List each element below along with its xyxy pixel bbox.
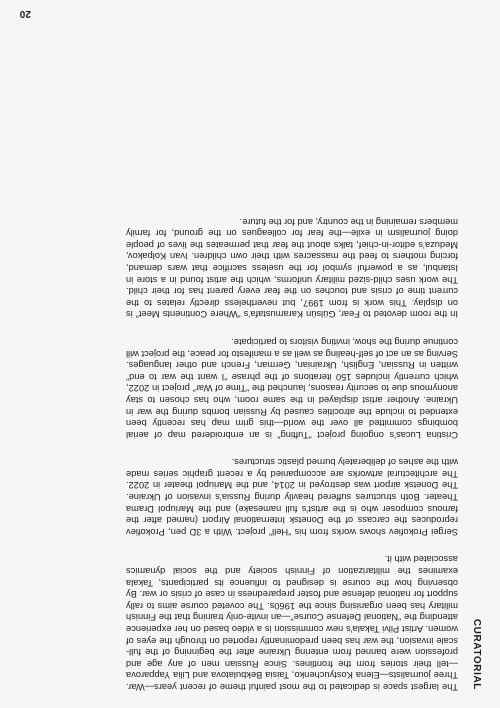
section-label: CURATORIAL — [471, 618, 482, 690]
paragraph-prokofiev: Sergei Prokofiev shows works from his “Hell” project. With a 3D pen, Prokofiev reproduces the carcass of the Donetsk International Airport (named after the famous composer who is the artist’s full namesake) and the Mariupol Drama Theater. Both structures suffered heavily during Russia’s invasion of Ukraine. The Donetsk airport was destroyed in 2014, and the Mariupol theater in 2022. The architectural artworks are accompanied by a recent graphic series made with the ashes of deliberately burned plastic structures. — [126, 457, 458, 537]
paragraph-fear: In the room devoted to Fear, Gülsün Karamustafa’s “Where Continents Meet” is on display. This work is from 1997, but nevertheless directly relates to the current time of crisis and touches on the fear every parent has for their child. The work uses child-sized military uniforms, which the artist found in a store in Istanbul, as a powerful symbol for the useless sacrifice that wars demand, forcing mothers to feed the massacres with their own children. Ivan Kolpakov, Meduza’s editor-in-chief, talks about the fear that permeates the lives of people doing journalism in exile—the fear for colleagues on the ground, for family members remaining in the country, and for the future. — [126, 216, 458, 320]
page-number: 20 — [19, 8, 31, 19]
paragraph-lucas: Cristina Lucas’s ongoing project “Tufting” is an embroidered map of aerial bombings committed all over the world—this grim map has recently been extended to include the atrocities caused by Russian bombs during the war in Ukraine. Another artist displayed in the same room, who has chosen to stay anonymous due to security reasons, launched the “Time of War” project in 2022, which currently includes 150 iterations of the phrase “I want the war to end” written in Russian, English, Ukrainian, German, French and other languages. Serving as an act of self-healing as well as a manifesto for peace, the project will continue during the show, inviting visitors to participate. — [126, 336, 458, 440]
paragraph-war: The largest space is dedicated to the most painful theme of recent years—War. Three journalists—Elena Kostyuchenko, Taisia Bekbulatova and Lilia Yapparova—tell their stories from the frontlines. Since Russian men of any age and profession were banned from entering Ukraine after the beginning of the full-scale invasion, the war has been predominantly reported on through the eyes of women. Artist Pilvi Takala’s new commission is a video based on her experience attending the “National Defense Course”—an invite-only training that the Finnish military has been organising since the 1960s. The coveted course aims to rally support for national defense and foster preparedness in case of crisis or war. By observing how the course is designed to influence its participants, Takala examines the militarization of Finnish society and the social dynamics associated with it. — [126, 554, 458, 692]
text-column — [126, 199, 458, 692]
